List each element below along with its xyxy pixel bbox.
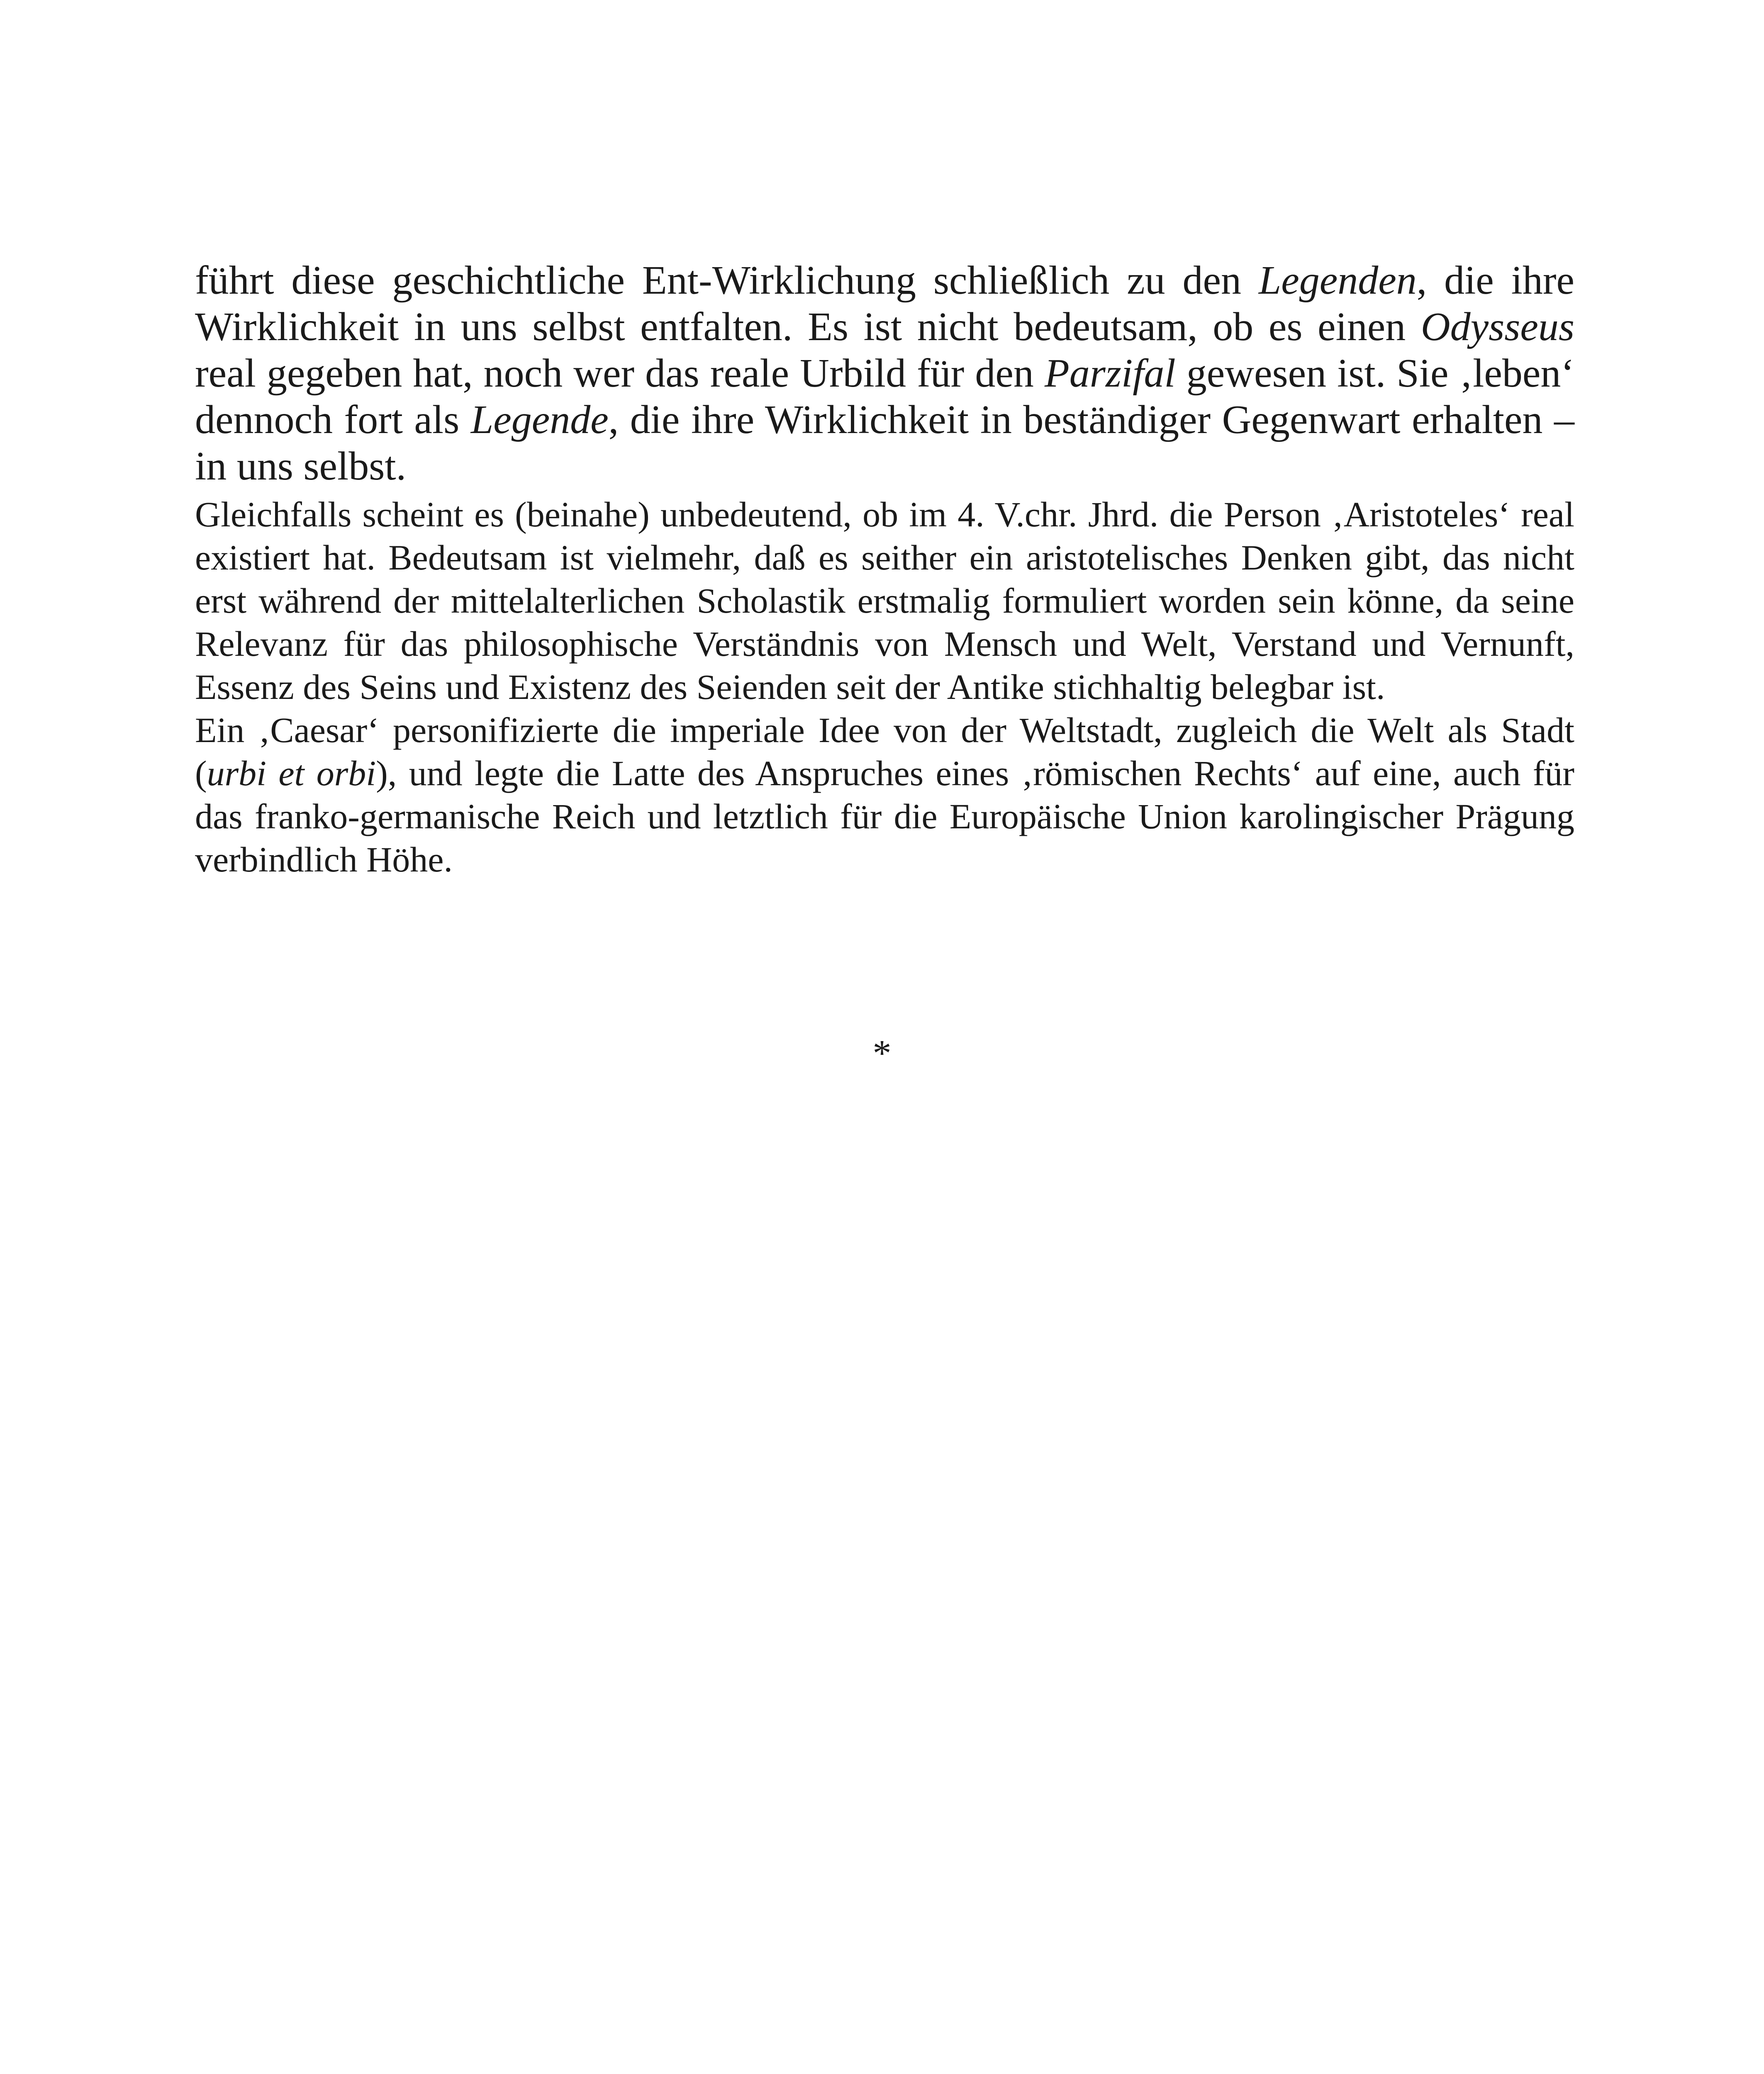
text-segment: , die ihre Wirklichkeit in uns selbst entfalten. Es ist nicht bedeutsam, ob es einen bbox=[195, 258, 1574, 349]
text-segment: real gegeben hat, noch wer das reale Urbild für den bbox=[195, 351, 1045, 396]
section-separator-asterisk: * bbox=[872, 1033, 892, 1074]
text-segment: , die ihre Wirklichkeit in beständiger Gegenwart erhalten – in uns selbst. bbox=[195, 397, 1574, 489]
text-segment: gewesen ist. Sie ‚leben‘ dennoch fort als bbox=[195, 351, 1575, 442]
body-text bbox=[195, 257, 1574, 881]
italic-term-parzifal: Parzifal bbox=[1044, 351, 1176, 396]
italic-term-odysseus: Odysseus bbox=[1420, 304, 1574, 349]
text-segment: Ein ‚Caesar‘ personifizierte die imperiale Idee von der Weltstadt, zugleich die Welt als Stadt ( bbox=[195, 710, 1574, 793]
italic-term-urbi-et-orbi: urbi et orbi bbox=[207, 753, 376, 793]
text-segment: ), und legte die Latte des Anspruches eines ‚römischen Rechts‘ auf eine, auch für das franko-germanische Reich und letztlich für die Europäische Union karolingischer Prägung verbindlich Höhe. bbox=[195, 753, 1574, 879]
paragraph-legends bbox=[195, 257, 1574, 489]
paragraph-aristoteles bbox=[195, 493, 1574, 708]
text-segment: führt diese geschichtliche Ent-Wirklichung schließlich zu den bbox=[195, 258, 1259, 303]
paragraph-caesar bbox=[195, 708, 1574, 881]
italic-term-legende: Legende bbox=[470, 397, 609, 442]
text-segment: Gleichfalls scheint es (beinahe) unbedeutend, ob im 4. V.chr. Jhrd. die Person ‚Aristoteles‘ real existiert hat. Bedeutsam ist vielmehr, daß es seither ein aristotelisches Denken gibt, das nicht erst während der mittelalterlichen Scholastik erstmalig formuliert worden sein könne, da seine Relevanz für das philosophische Verständnis von Mensch und Welt, Verstand und Vernunft, Essenz des Seins und Existenz des Seienden seit der Antike stichhaltig belegbar ist. bbox=[195, 494, 1574, 707]
italic-term-legenden: Legenden bbox=[1258, 258, 1417, 303]
